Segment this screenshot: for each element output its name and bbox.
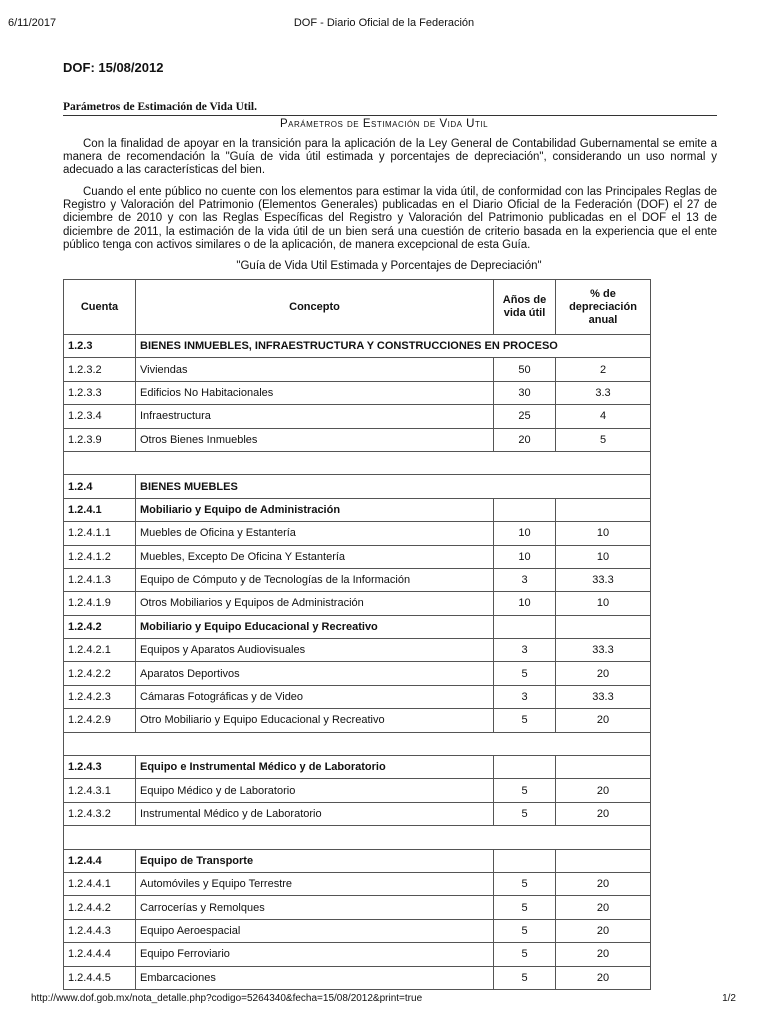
table-row	[64, 568, 651, 591]
cell-anos	[494, 756, 556, 779]
cell-anos: 5	[494, 709, 556, 732]
cell-pct: 20	[556, 966, 651, 989]
cell-anos: 10	[494, 592, 556, 615]
cell-pct: 20	[556, 919, 651, 942]
table-row	[64, 709, 651, 732]
cell-cuenta: 1.2.4.1.9	[64, 592, 136, 615]
footer-page-number: 1/2	[722, 993, 736, 1004]
cell-cuenta: 1.2.4.4.1	[64, 872, 136, 895]
table-row	[64, 639, 651, 662]
table-row	[64, 802, 651, 825]
cell-anos	[494, 498, 556, 521]
table-row	[64, 779, 651, 802]
table-header-row	[64, 280, 651, 335]
table-row	[64, 498, 651, 521]
cell-pct: 10	[556, 545, 651, 568]
cell-cuenta: 1.2.4.2	[64, 615, 136, 638]
cell-pct: 4	[556, 405, 651, 428]
cell-anos: 5	[494, 966, 556, 989]
table-row	[64, 545, 651, 568]
cell-cuenta: 1.2.4.4.2	[64, 896, 136, 919]
cell-concepto: Instrumental Médico y de Laboratorio	[136, 802, 494, 825]
cell-pct: 20	[556, 943, 651, 966]
cell-concepto: Embarcaciones	[136, 966, 494, 989]
cell-concepto: BIENES MUEBLES	[136, 475, 651, 498]
cell-anos: 30	[494, 381, 556, 404]
table-row	[64, 919, 651, 942]
cell-anos: 3	[494, 685, 556, 708]
print-date: 6/11/2017	[8, 17, 57, 29]
cell-cuenta: 1.2.3.9	[64, 428, 136, 451]
cell-concepto: Edificios No Habitacionales	[136, 381, 494, 404]
section-title: Parámetros de Estimación de Vida Util.	[63, 101, 257, 113]
cell-anos: 5	[494, 919, 556, 942]
cell-concepto: Viviendas	[136, 358, 494, 381]
cell-cuenta: 1.2.4.2.9	[64, 709, 136, 732]
cell-pct: 20	[556, 709, 651, 732]
cell-anos: 5	[494, 896, 556, 919]
table-row	[64, 358, 651, 381]
table-row	[64, 872, 651, 895]
cell-cuenta: 1.2.4.3.2	[64, 802, 136, 825]
cell-anos: 3	[494, 639, 556, 662]
dof-date: DOF: 15/08/2012	[63, 60, 164, 75]
cell-concepto: Infraestructura	[136, 405, 494, 428]
cell-cuenta: 1.2.4.4.5	[64, 966, 136, 989]
table-row	[64, 615, 651, 638]
table-row	[64, 732, 651, 755]
cell-anos: 5	[494, 943, 556, 966]
blank-row-cell	[64, 826, 651, 849]
cell-pct	[556, 615, 651, 638]
table-row	[64, 451, 651, 474]
cell-anos: 5	[494, 662, 556, 685]
cell-pct: 20	[556, 779, 651, 802]
table-row	[64, 475, 651, 498]
cell-cuenta: 1.2.4.1.1	[64, 522, 136, 545]
cell-pct: 20	[556, 802, 651, 825]
table-row	[64, 685, 651, 708]
cell-cuenta: 1.2.4.1.2	[64, 545, 136, 568]
cell-pct: 33.3	[556, 639, 651, 662]
cell-concepto: Equipo de Cómputo y de Tecnologías de la Información	[136, 568, 494, 591]
cell-concepto: Equipo e Instrumental Médico y de Laboratorio	[136, 756, 494, 779]
cell-concepto: Equipo Ferroviario	[136, 943, 494, 966]
table-row	[64, 592, 651, 615]
header-pct: % de depreciación anual	[556, 280, 651, 335]
document-subtitle: Parámetros de Estimación de Vida Util	[279, 118, 489, 130]
cell-cuenta: 1.2.4.4.3	[64, 919, 136, 942]
cell-concepto: Otros Bienes Inmuebles	[136, 428, 494, 451]
criteria-paragraph-text: Cuando el ente público no cuente con los elementos para estimar la vida útil, de conformidad con las Principales Reglas de Registro y Valoración del Patrimonio (Elementos Generales) publicadas en el Diario Oficial de la Federación (DOF) el 27 de diciembre de 2010 y con las Reglas Específicas del Registro y Valoración del Patrimonio publicadas en el DOF el 13 de diciembre de 2011, la estimación de la vida útil de un bien será una cuestión de criterio basada en la experiencia que el ente público tenga con activos similares o de la aplicación, de manera excepcional de esta Guía.	[63, 186, 717, 251]
guide-title: "Guía de Vida Util Estimada y Porcentajes de Depreciación"	[236, 260, 542, 272]
cell-concepto: Carrocerías y Remolques	[136, 896, 494, 919]
table-row	[64, 335, 651, 358]
table-body	[64, 335, 651, 990]
cell-cuenta: 1.2.4.4.4	[64, 943, 136, 966]
cell-cuenta: 1.2.3.4	[64, 405, 136, 428]
cell-pct: 20	[556, 896, 651, 919]
cell-cuenta: 1.2.4.1.3	[64, 568, 136, 591]
table-row	[64, 849, 651, 872]
cell-pct	[556, 756, 651, 779]
cell-cuenta: 1.2.3.2	[64, 358, 136, 381]
intro-paragraph-text: Con la finalidad de apoyar en la transición para la aplicación de la Ley General de Contabilidad Gubernamental se emite a manera de recomendación la "Guía de vida útil estimada y porcentajes de depreciación", considerando un uso normal y adecuado a las características del bien.	[63, 138, 717, 177]
header-concepto: Concepto	[136, 280, 494, 335]
cell-anos: 25	[494, 405, 556, 428]
cell-cuenta: 1.2.4.2.2	[64, 662, 136, 685]
cell-anos: 3	[494, 568, 556, 591]
blank-row-cell	[64, 451, 651, 474]
cell-anos	[494, 849, 556, 872]
criteria-paragraph	[63, 186, 717, 252]
header-anos: Años de vida útil	[494, 280, 556, 335]
cell-anos	[494, 615, 556, 638]
table-row	[64, 662, 651, 685]
cell-anos: 10	[494, 522, 556, 545]
cell-pct: 5	[556, 428, 651, 451]
cell-concepto: Equipo de Transporte	[136, 849, 494, 872]
cell-anos: 5	[494, 872, 556, 895]
cell-pct	[556, 849, 651, 872]
cell-concepto: Equipo Médico y de Laboratorio	[136, 779, 494, 802]
cell-concepto: Equipos y Aparatos Audiovisuales	[136, 639, 494, 662]
cell-anos: 5	[494, 802, 556, 825]
cell-concepto: Muebles, Excepto De Oficina Y Estantería	[136, 545, 494, 568]
cell-pct: 3.3	[556, 381, 651, 404]
cell-concepto: Mobiliario y Equipo Educacional y Recreativo	[136, 615, 494, 638]
cell-pct: 20	[556, 662, 651, 685]
cell-cuenta: 1.2.4.2.3	[64, 685, 136, 708]
cell-pct	[556, 498, 651, 521]
section-divider	[63, 115, 717, 116]
depreciation-table	[63, 279, 651, 990]
cell-cuenta: 1.2.4.3	[64, 756, 136, 779]
intro-paragraph	[63, 138, 717, 178]
cell-anos: 10	[494, 545, 556, 568]
cell-anos: 50	[494, 358, 556, 381]
table-row	[64, 522, 651, 545]
cell-pct: 33.3	[556, 568, 651, 591]
cell-concepto: Otros Mobiliarios y Equipos de Administración	[136, 592, 494, 615]
cell-concepto: Cámaras Fotográficas y de Video	[136, 685, 494, 708]
header-cuenta: Cuenta	[64, 280, 136, 335]
table-row	[64, 405, 651, 428]
table-row	[64, 966, 651, 989]
table-row	[64, 428, 651, 451]
table-row	[64, 943, 651, 966]
table-row	[64, 381, 651, 404]
cell-cuenta: 1.2.3.3	[64, 381, 136, 404]
cell-cuenta: 1.2.4.1	[64, 498, 136, 521]
cell-pct: 20	[556, 872, 651, 895]
cell-concepto: Mobiliario y Equipo de Administración	[136, 498, 494, 521]
cell-cuenta: 1.2.4.3.1	[64, 779, 136, 802]
cell-cuenta: 1.2.4.4	[64, 849, 136, 872]
cell-anos: 20	[494, 428, 556, 451]
cell-pct: 10	[556, 592, 651, 615]
cell-concepto: Automóviles y Equipo Terrestre	[136, 872, 494, 895]
cell-concepto: Aparatos Deportivos	[136, 662, 494, 685]
cell-anos: 5	[494, 779, 556, 802]
print-title: DOF - Diario Oficial de la Federación	[293, 17, 475, 29]
cell-concepto: Muebles de Oficina y Estantería	[136, 522, 494, 545]
table-row	[64, 896, 651, 919]
cell-pct: 10	[556, 522, 651, 545]
cell-cuenta: 1.2.4.2.1	[64, 639, 136, 662]
blank-row-cell	[64, 732, 651, 755]
cell-cuenta: 1.2.4	[64, 475, 136, 498]
cell-concepto: Otro Mobiliario y Equipo Educacional y Recreativo	[136, 709, 494, 732]
cell-concepto: BIENES INMUEBLES, INFRAESTRUCTURA Y CONSTRUCCIONES EN PROCESO	[136, 335, 651, 358]
footer-url: http://www.dof.gob.mx/nota_detalle.php?codigo=5264340&fecha=15/08/2012&print=true	[31, 993, 423, 1004]
cell-pct: 2	[556, 358, 651, 381]
cell-pct: 33.3	[556, 685, 651, 708]
table-row	[64, 756, 651, 779]
table-row	[64, 826, 651, 849]
cell-cuenta: 1.2.3	[64, 335, 136, 358]
cell-concepto: Equipo Aeroespacial	[136, 919, 494, 942]
